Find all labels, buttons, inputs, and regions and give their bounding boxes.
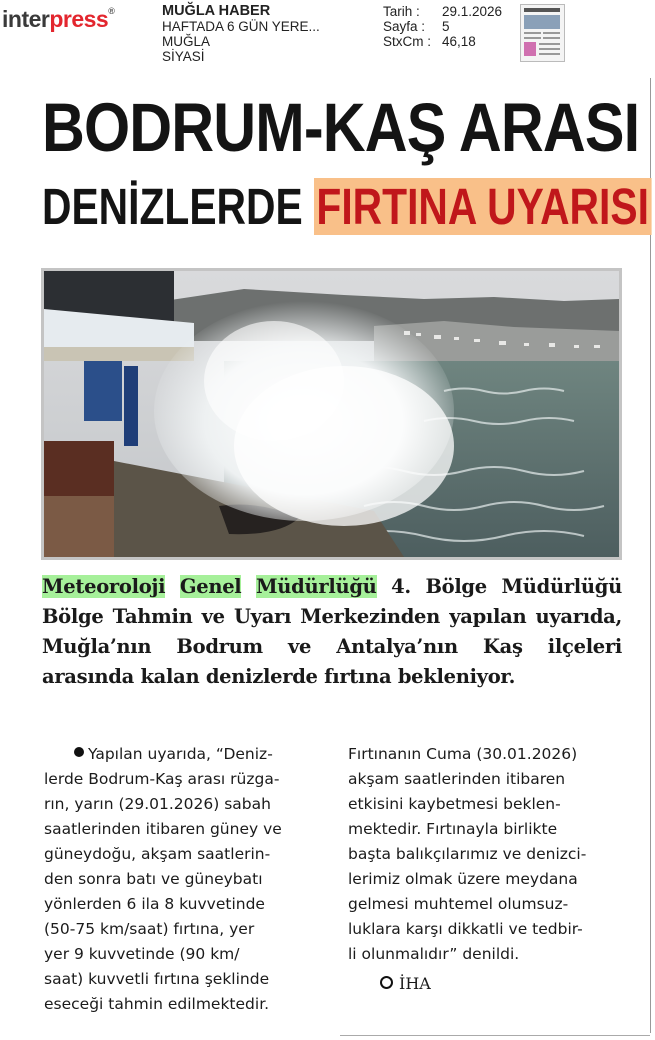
body-left-text: lerde Bodrum-Kaş arası rüzga- rın, yarın (29.01.2026) sabah saatlerinden itibaren güney ve güneydoğu, akşam saatlerin- den sonra batı ve güneybatı yönlerden 6 ila 8 kuvvetinde (50-75 km/saat) fırtına, yer yer 9 kuvvetinde (90 km/ saat) kuvvetli fırtına şeklinde eseceği tahmin edilmektedir.: [44, 770, 282, 1013]
page-label: Sayfa :: [383, 19, 426, 34]
publication-category: SİYASİ: [162, 49, 205, 64]
lead-highlight-3: Müdürlüğü: [256, 575, 377, 598]
stxcm-value: 46,18: [442, 34, 476, 49]
bottom-rule: [340, 1035, 650, 1036]
publication-region: MUĞLA: [162, 34, 211, 49]
headline-plain: DENİZLERDE: [42, 178, 315, 235]
date-label: Tarih :: [383, 4, 420, 19]
lead-highlight-2: Genel: [179, 575, 242, 598]
body-column-left: [44, 742, 320, 1017]
publication-name: MUĞLA HABER: [162, 3, 271, 19]
publication-frequency: HAFTADA 6 GÜN YERE...: [162, 19, 320, 34]
page-value: 5: [442, 19, 450, 34]
clipping-header: [0, 0, 655, 70]
page-thumbnail: [520, 4, 565, 62]
headline-accent: FIRTINA UYARISI: [314, 178, 651, 235]
meta-labels: [383, 4, 431, 49]
body-left-first-line: Yapılan uyarıda, “Deniz-: [88, 745, 273, 763]
storm-wave-photo: [41, 268, 622, 560]
stxcm-label: StxCm :: [383, 34, 432, 49]
lead-highlight-1: Meteoroloji: [42, 575, 166, 598]
headline-line-1: BODRUM-KAŞ ARASI: [42, 89, 640, 166]
interpress-logo: interpress®: [2, 6, 115, 32]
meta-values: [442, 4, 502, 49]
lead-text: 4. Bölge Müdürlüğü Bölge Tahmin ve Uyarı Merkezinden yapılan uyarıda, Muğla’nın Bodrum ve Antalya’nın Kaş ilçeleri arasında kalan denizlerde fırtına bekleniyor.: [42, 575, 622, 688]
agency-name: İHA: [399, 974, 431, 993]
article-lead: [42, 572, 622, 692]
body-column-right: [348, 742, 628, 996]
body-right-text: Fırtınanın Cuma (30.01.2026) akşam saatlerinden itibaren etkisini kaybetmesi beklen- mektedir. Fırtınayla birlikte başta balıkçılarımız ve denizci- lerimiz olmak üzere meydana gelmesi muhtemel olumsuz- luklara karşı dikkatli ve tedbir- li olunmalıdır” denildi.: [348, 745, 587, 963]
ring-bullet-icon: [380, 976, 393, 989]
headline-line-2: [42, 177, 651, 237]
bullet-icon: [74, 747, 84, 757]
agency-credit: [348, 971, 628, 996]
date-value: 29.1.2026: [442, 4, 503, 19]
publication-info: [162, 4, 320, 64]
